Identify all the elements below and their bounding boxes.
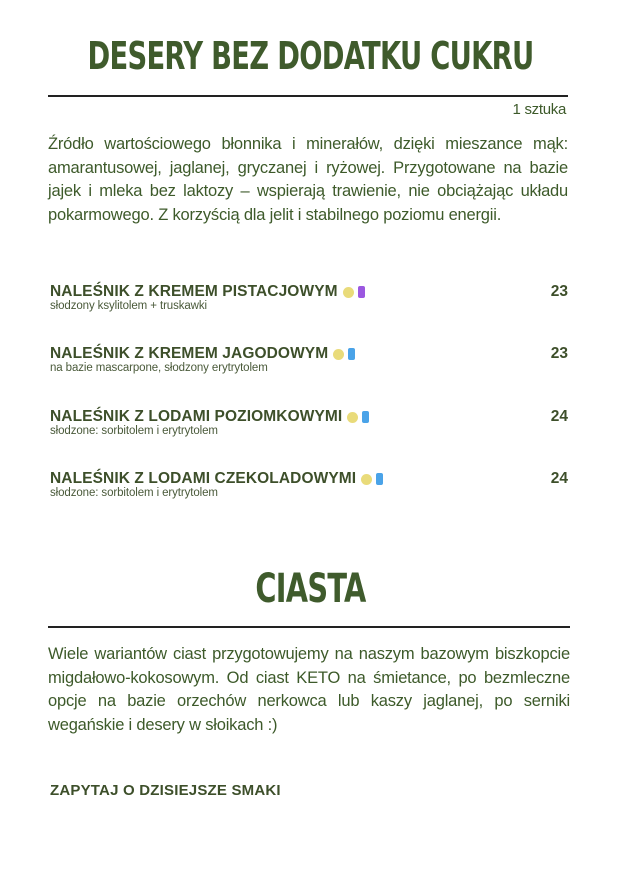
ask-todays-flavours: ZAPYTAJ O DZISIEJSZE SMAKI bbox=[50, 782, 281, 799]
menu-item bbox=[50, 470, 570, 499]
yellow-dot-icon bbox=[333, 349, 344, 360]
section-title-cakes: CIASTA bbox=[255, 566, 366, 612]
yellow-dot-icon bbox=[343, 287, 354, 298]
yellow-dot-icon bbox=[347, 412, 358, 423]
menu-item bbox=[50, 283, 570, 312]
menu-item-description: słodzone: sorbitolem i erytrytolem bbox=[50, 425, 218, 437]
title-divider bbox=[48, 95, 568, 97]
menu-item bbox=[50, 408, 570, 437]
menu-item-name-row bbox=[50, 408, 570, 426]
menu-item-name: NALEŚNIK Z LODAMI POZIOMKOWYMI bbox=[50, 408, 343, 425]
desserts-description: Źródło wartościowego błonnika i minerałów, dzięki mieszance mąk: amarantusowej, jaglanej, gryczanej i ryżowej. Przygotowane na bazie jajek i mleka bez laktozy – wspierają trawienie, nie obciążając układu pokarmowego. Z korzyścią dla jelit i stabilnego poziomu energii. bbox=[48, 135, 568, 224]
purple-pill-icon bbox=[358, 286, 365, 298]
menu-item-price: 24 bbox=[550, 408, 568, 425]
cakes-description: Wiele wariantów ciast przygotowujemy na naszym bazowym biszkopcie migdałowo-kokosowym. Od ciast KETO na śmietance, po bezmleczne opcje na bazie orzechów nerkowca lub kaszy jaglanej, po serniki wegańskie i desery w słoikach :) bbox=[48, 645, 570, 734]
section-title-desserts: DESERY BEZ DODATKU CUKRU bbox=[87, 34, 534, 78]
blue-pill-icon bbox=[348, 348, 355, 360]
yellow-dot-icon bbox=[361, 474, 372, 485]
menu-item-description: słodzony ksylitolem + truskawki bbox=[50, 300, 207, 312]
menu-item-name-row bbox=[50, 470, 570, 488]
menu-item-name: NALEŚNIK Z LODAMI CZEKOLADOWYMI bbox=[50, 470, 357, 487]
menu-item-description: na bazie mascarpone, słodzony erytrytolem bbox=[50, 362, 268, 374]
menu-item-name-row bbox=[50, 283, 570, 301]
menu-item-name: NALEŚNIK Z KREMEM PISTACJOWYM bbox=[50, 283, 338, 300]
blue-pill-icon bbox=[362, 411, 369, 423]
menu-item-price: 24 bbox=[550, 470, 568, 487]
menu-item-price: 23 bbox=[550, 283, 568, 300]
portion-label: 1 sztuka bbox=[512, 101, 566, 118]
menu-item-name-row bbox=[50, 345, 570, 363]
menu-item-description: słodzone: sorbitolem i erytrytolem bbox=[50, 487, 218, 499]
title-divider bbox=[48, 626, 570, 628]
menu-item-price: 23 bbox=[550, 345, 568, 362]
blue-pill-icon bbox=[376, 473, 383, 485]
menu-item-name: NALEŚNIK Z KREMEM JAGODOWYM bbox=[50, 345, 329, 362]
menu-item bbox=[50, 345, 570, 374]
